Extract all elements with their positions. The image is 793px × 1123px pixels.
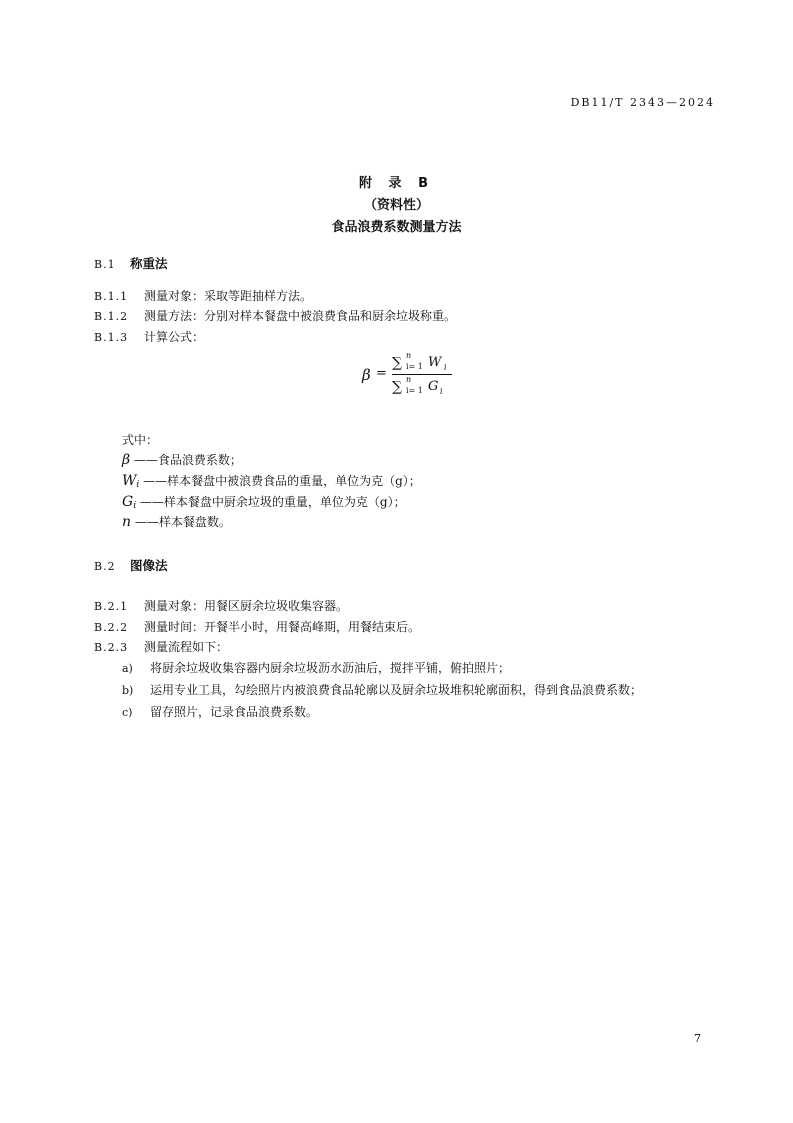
appendix-title: 附 录 B bbox=[359, 176, 434, 191]
clause-number: B.2.2 bbox=[94, 621, 129, 634]
summation-lower-limit: i= 1 bbox=[406, 362, 423, 371]
document-code: DB11/T 2343—2024 bbox=[570, 96, 715, 109]
clause-number: B.1.3 bbox=[94, 331, 129, 344]
clause-b2-1 bbox=[94, 597, 348, 614]
clause-text: 测量方法：分别对样本餐盘中被浪费食品和厨余垃圾称重。 bbox=[144, 309, 457, 323]
step-a bbox=[122, 659, 510, 676]
clause-b2-3 bbox=[94, 638, 228, 655]
step-label: b) bbox=[122, 684, 134, 697]
where-item-n bbox=[122, 513, 231, 530]
fraction-bar bbox=[392, 374, 452, 375]
symbol: n bbox=[122, 514, 132, 530]
symbol: β bbox=[122, 452, 131, 468]
appendix-name: 食品浪费系数测量方法 bbox=[331, 220, 462, 235]
symbol-description: ——样本餐盘数。 bbox=[131, 515, 231, 529]
clause-text: 测量对象：用餐区厨余垃圾收集容器。 bbox=[144, 599, 349, 613]
symbol: G bbox=[122, 494, 134, 510]
step-text: 将厨余垃圾收集容器内厨余垃圾沥水沥油后，搅拌平铺，俯拍照片； bbox=[150, 661, 511, 675]
section-number: B.1 bbox=[94, 258, 116, 271]
summation-lower-limit: i= 1 bbox=[406, 386, 423, 395]
clause-b2-2 bbox=[94, 618, 420, 635]
denominator-subscript: i bbox=[440, 387, 443, 396]
summation-symbol: ∑ bbox=[392, 379, 402, 395]
where-item-w bbox=[122, 472, 421, 490]
section-heading-b1 bbox=[94, 254, 168, 272]
clause-number: B.1.1 bbox=[94, 290, 129, 303]
step-label: c) bbox=[122, 706, 133, 719]
where-item-g bbox=[122, 493, 406, 511]
clause-text: 测量对象：采取等距抽样方法。 bbox=[144, 289, 313, 303]
summation-upper-limit: n bbox=[406, 351, 412, 360]
clause-number: B.2.3 bbox=[94, 641, 129, 654]
step-label: a) bbox=[122, 662, 133, 675]
clause-text: 测量流程如下： bbox=[144, 640, 229, 654]
summation-symbol: ∑ bbox=[392, 355, 402, 371]
numerator-subscript: i bbox=[444, 363, 447, 372]
section-title: 图像法 bbox=[130, 558, 168, 573]
formula-numerator bbox=[392, 352, 452, 373]
symbol-description: ——食品浪费系数； bbox=[130, 453, 242, 467]
symbol-description: ——样本餐盘中被浪费食品的重量，单位为克（g）； bbox=[139, 474, 421, 488]
numerator-variable: W bbox=[428, 355, 442, 370]
formula-fraction bbox=[392, 352, 452, 397]
denominator-variable: G bbox=[428, 379, 439, 394]
clause-number: B.2.1 bbox=[94, 600, 129, 613]
summation-upper-limit: n bbox=[406, 375, 412, 384]
clause-b1-1 bbox=[94, 287, 312, 304]
clause-b1-3 bbox=[94, 328, 204, 345]
clause-b1-2 bbox=[94, 307, 456, 324]
step-c bbox=[122, 703, 318, 720]
formula-denominator bbox=[392, 376, 452, 397]
where-item-beta bbox=[122, 451, 242, 468]
symbol-subscript: i bbox=[136, 480, 140, 490]
section-heading-b2 bbox=[94, 556, 168, 574]
symbol: W bbox=[122, 473, 137, 489]
clause-text: 测量时间：开餐半小时，用餐高峰期，用餐结束后。 bbox=[144, 620, 421, 634]
where-intro: 式中： bbox=[122, 433, 159, 447]
symbol-description: ——样本餐盘中厨余垃圾的重量，单位为克（g）； bbox=[136, 495, 406, 509]
formula-beta: β bbox=[362, 366, 371, 384]
clause-number: B.1.2 bbox=[94, 310, 129, 323]
formula-equals: = bbox=[376, 366, 387, 381]
section-number: B.2 bbox=[94, 560, 116, 573]
step-b bbox=[122, 681, 642, 698]
appendix-nature: （资料性） bbox=[363, 198, 429, 213]
symbol-subscript: i bbox=[133, 501, 137, 511]
page-number: 7 bbox=[694, 1032, 701, 1045]
section-title: 称重法 bbox=[130, 256, 168, 271]
clause-text: 计算公式： bbox=[144, 330, 205, 344]
step-text: 留存照片，记录食品浪费系数。 bbox=[150, 705, 319, 719]
step-text: 运用专业工具，勾绘照片内被浪费食品轮廓以及厨余垃圾堆积轮廓面积，得到食品浪费系数； bbox=[150, 683, 643, 697]
